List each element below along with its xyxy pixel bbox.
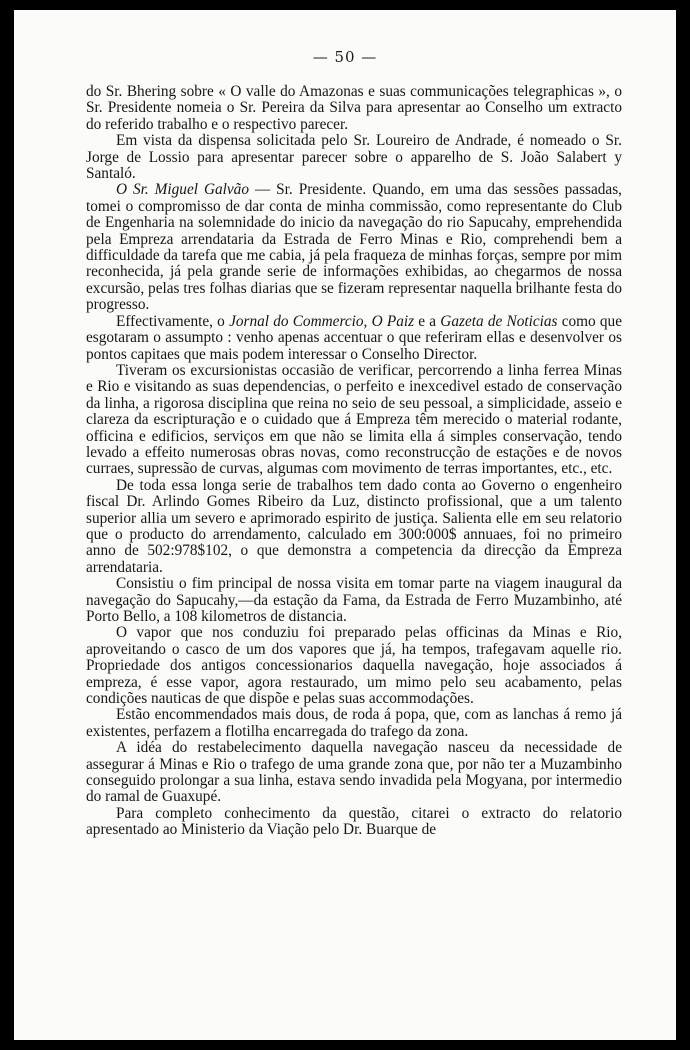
newspaper-gazeta: Gazeta de Noticias	[440, 312, 558, 330]
newspaper-jornal: Jornal do Commercio	[229, 312, 364, 330]
paragraph-4-part-b: ,	[363, 312, 372, 330]
paragraph-3-text: — Sr. Presidente. Quando, em uma das sessões passadas, tomei o compromisso de dar conta de minha commissão, como representante do Club de Engenharia na solemnidade do inicio da navegação do rio Sapucahy, emprehendida pela Empreza arrendataria da Estrada de Ferro Minas e Rio, comprehendi bem a difficuldade da tarefa que me cabia, já pela fraqueza de minhas forças, sempre por mim reconhecida, já pela grande serie de informações exhibidas, ao chegarmos de nossa excursão, pelas tres folhas diarias que se fizeram representar naquella brilhante festa do progresso.	[86, 181, 622, 314]
paragraph-6: De toda essa longa serie de trabalhos tem dado conta ao Governo o engenheiro fiscal Dr. Arlindo Gomes Ribeiro da Luz, distincto profissional, que a um talento superior allia um severo e aprimorado espirito de justiça. Salienta elle em seu relatorio que o producto do arrendamento, calculado em 300:000$ annuaes, foi no primeiro anno de 502:978$102, o que demonstra a competencia da direcção da Empreza arrendataria.	[86, 476, 622, 576]
paragraph-3	[86, 182, 622, 313]
paragraph-5: Tiveram os excursionistas occasião de verificar, percorrendo a linha ferrea Minas e Rio e visitando as suas dependencias, o perfeito e inexcedivel estado de conservação da linha, a rigorosa disciplina que reina no seio de seu pessoal, a simplicidade, asseio e clareza da escripturação e o cuidado que á Empreza têm merecido o material rodante, officina e edificios, serviços em que não se limita ella á simples conservação, tendo levado a effeito numerosas obras novas, como reconstrucção de estações e de novos curraes, supressão de curvas, algumas com movimento de terras importantes, etc., etc.	[86, 361, 622, 478]
document-page	[14, 10, 676, 1040]
paragraph-2: Em vista da dispensa solicitada pelo Sr. Loureiro de Andrade, é nomeado o Sr. Jorge de Lossio para apresentar parecer sobre o apparelho de S. João Salabert y Santaló.	[86, 132, 622, 183]
body-text	[86, 84, 622, 839]
paragraph-11: Para completo conhecimento da questão, citarei o extracto do relatorio apresentado ao Ministerio da Viação pelo Dr. Buarque de	[86, 804, 622, 839]
speaker-name: O Sr. Miguel Galvão	[116, 181, 249, 199]
page-number: — 50 —	[312, 48, 378, 66]
paragraph-4	[86, 314, 622, 363]
paragraph-4-part-c: e a	[414, 312, 441, 330]
paragraph-4-part-d: como que esgotaram o assumpto : venho apenas accentuar o que referiram ellas e desenvolver os pontos capitaes que mais podem interessar o Conselho Director.	[86, 312, 622, 363]
paragraph-4-part-a: Effectivamente, o	[116, 312, 230, 330]
paragraph-7: Consistiu o fim principal de nossa visita em tomar parte na viagem inaugural da navegação do Sapucahy,—da estação da Fama, da Estrada de Ferro Muzambinho, até Porto Bello, a 108 kilometros de distancia.	[86, 575, 622, 625]
paragraph-8: O vapor que nos conduziu foi preparado pelas officinas da Minas e Rio, aproveitando o casco de um dos vapores que já, ha tempos, trafegavam aquelle rio. Propriedade dos antigos concessionarios daquella navegação, hoje associados á empreza, é esse vapor, agora restaurado, um mimo pelo seu acabamento, pelas condições nauticas de que dispõe e pelas suas accommodações.	[86, 624, 622, 708]
paragraph-9: Estão encommendados mais dous, de roda á popa, que, com as lanchas á remo já existentes, perfazem a flotilha encarregada do trafego da zona.	[86, 706, 622, 740]
newspaper-paiz: O Paiz	[371, 312, 415, 330]
paragraph-1: do Sr. Bhering sobre « O valle do Amazonas e suas communicações telegraphicas », o Sr. Presidente nomeia o Sr. Pereira da Silva para apresentar ao Conselho um extracto do referido trabalho e o respectivo parecer.	[86, 83, 622, 133]
paragraph-10: A idéa do restabelecimento daquella navegação nasceu da necessidade de assegurar á Minas e Rio o trafego de uma grande zona que, por não ter a Muzambinho conseguido prolongar a sua linha, estava sendo invadida pela Mogyana, por intermedio do ramal de Guaxupé.	[86, 739, 622, 806]
